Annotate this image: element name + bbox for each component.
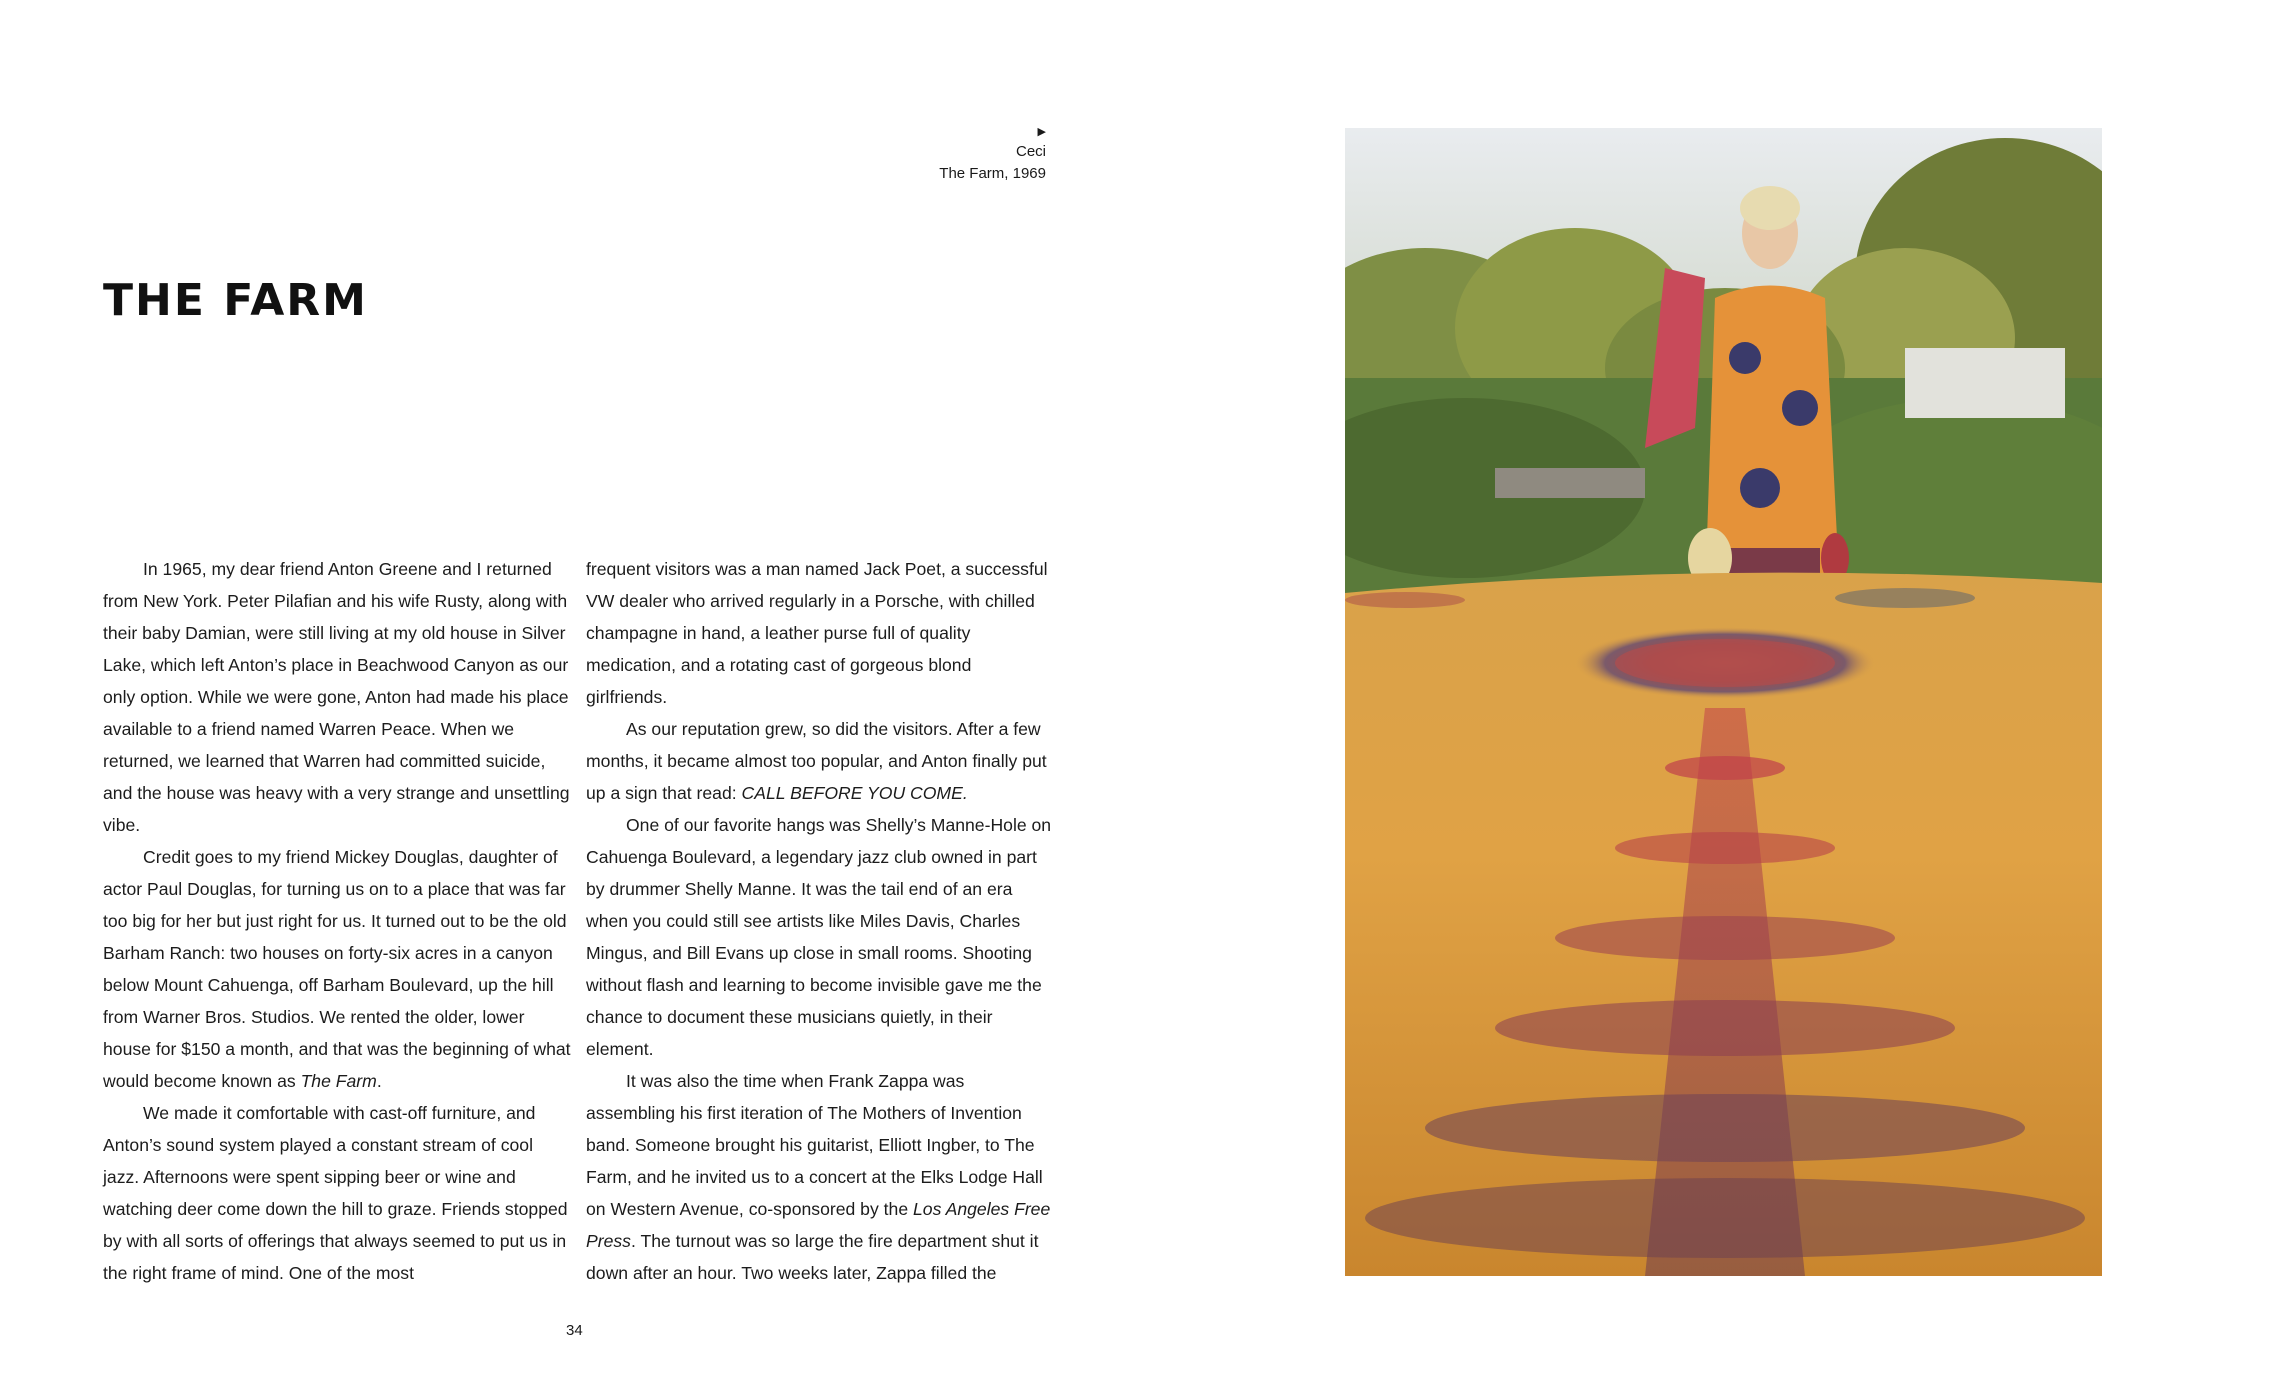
paragraph-text: As our reputation grew, so did the visitors. After a few months, it became almost too popular, and Anton finally put up a sign that read:: [586, 719, 1047, 803]
italic-title: The Farm: [300, 1071, 377, 1091]
paragraph: [586, 553, 1054, 713]
caption-arrow-icon: ▶: [1037, 126, 1046, 138]
paragraph: [103, 553, 571, 841]
italic-title: Los Angeles Free Press: [586, 1199, 1051, 1251]
paragraph: [586, 713, 1054, 809]
paragraph-text-after: .: [376, 1071, 382, 1091]
caption-place-year: The Farm, 1969: [939, 165, 1046, 182]
italic-title: CALL BEFORE YOU COME.: [741, 783, 968, 803]
text-column-left: [103, 553, 571, 1289]
photograph: [1345, 128, 2102, 1276]
paragraph: [103, 841, 571, 1097]
chapter-title: THE FARM: [103, 275, 368, 326]
paragraph: [103, 1097, 571, 1289]
paragraph-text: In 1965, my dear friend Anton Greene and I returned from New York. Peter Pilafian and his wife Rusty, along with their baby Damian, were still living at my old house in Silver Lake, which left Anton’s place in Beachwood Canyon as our only option. While we were gone, Anton had made his place available to a friend named Warren Peace. When we returned, we learned that Warren had committed suicide, and the house was heavy with a very strange and unsettling vibe.: [103, 559, 570, 835]
photo-caption: [939, 123, 1046, 185]
paragraph: [586, 809, 1054, 1065]
paragraph-text: We made it comfortable with cast-off furniture, and Anton’s sound system played a constant stream of cool jazz. Afternoons were spent sipping beer or wine and watching deer come down the hill to graze. Friends stopped by with all sorts of offerings that always seemed to put us in the right frame of mind. One of the most: [103, 1103, 568, 1283]
paragraph-text-after: . The turnout was so large the fire department shut it down after an hour. Two weeks later, Zappa filled the: [586, 1231, 1039, 1283]
caption-subject: Ceci: [1015, 143, 1046, 160]
text-column-right: [586, 553, 1054, 1289]
page-number: 34: [566, 1322, 583, 1339]
paragraph-text: One of our favorite hangs was Shelly’s Manne-Hole on Cahuenga Boulevard, a legendary jazz club owned in part by drummer Shelly Manne. It was the tail end of an era when you could still see artists like Miles Davis, Charles Mingus, and Bill Evans up close in small rooms. Shooting without flash and learning to become invisible gave me the chance to document these musicians quietly, in their element.: [586, 815, 1052, 1059]
paragraph-text: Credit goes to my friend Mickey Douglas, daughter of actor Paul Douglas, for turning us on to a place that was far too big for her but just right for us. It turned out to be the old Barham Ranch: two houses on forty-six acres in a canyon below Mount Cahuenga, off Barham Boulevard, up the hill from Warner Bros. Studios. We rented the older, lower house for $150 a month, and that was the beginning of what would become known as: [103, 847, 571, 1091]
paragraph-text: frequent visitors was a man named Jack Poet, a successful VW dealer who arrived regularly in a Porsche, with chilled champagne in hand, a leather purse full of quality medication, and a rotating cast of gorgeous blond girlfriends.: [586, 559, 1048, 707]
paragraph-text: It was also the time when Frank Zappa was assembling his first iteration of The Mothers of Invention band. Someone brought his guitarist, Elliott Ingber, to The Farm, and he invited us to a concert at the Elks Lodge Hall on Western Avenue, co-sponsored by the: [586, 1071, 1043, 1219]
paragraph: [586, 1065, 1054, 1289]
